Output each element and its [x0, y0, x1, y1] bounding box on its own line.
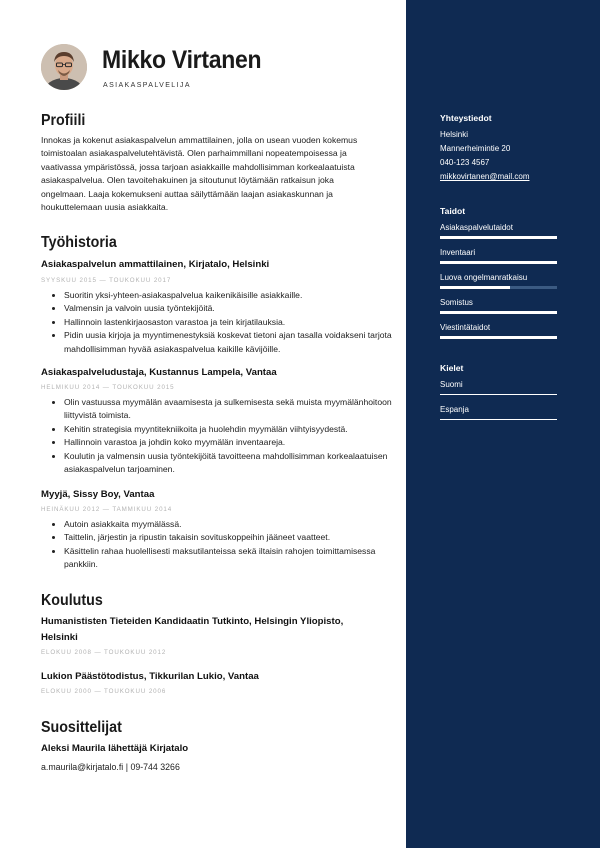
job-bullet: • Suoritin yksi-yhteen-asiakaspalvelua kaikenikäisille asiakkaille.	[64, 289, 394, 302]
job-role: ASIAKASPALVELIJA	[103, 82, 191, 89]
job-bullet: • Kehitin strategisia myyntitekniikoita ja huolehdin myymälän viihtyisyydestä.	[64, 423, 394, 436]
skill-level-fill	[440, 261, 557, 264]
language-divider	[440, 394, 557, 395]
profile-photo	[41, 44, 87, 90]
skill-level-fill	[440, 236, 557, 239]
job-title: Asiakaspalvelun ammattilainen, Kirjatalo, Helsinki	[41, 259, 270, 270]
job-title: Asiakaspalveludustaja, Kustannus Lampela, Vantaa	[41, 367, 277, 378]
skill-label: Asiakaspalvelutaidot	[440, 223, 513, 232]
skill-level-bar	[440, 286, 557, 289]
contact-heading: Yhteystiedot	[440, 113, 492, 123]
person-name: Mikko Virtanen	[102, 46, 262, 74]
skill-level-bar	[440, 311, 557, 314]
skill-level-bar	[440, 261, 557, 264]
skills-heading: Taidot	[440, 206, 466, 216]
language-label: Suomi	[440, 380, 463, 389]
job-bullet: • Koulutin ja valmensin uusia työntekijöitä tavoitteena mahdollisimman korkealaatuisen asiakaspalvelun tarjoaminen.	[64, 450, 394, 477]
job-title: Myyjä, Sissy Boy, Vantaa	[41, 489, 155, 500]
skill-label: Inventaari	[440, 248, 476, 257]
avatar	[41, 44, 87, 90]
job-dates: HELMIKUU 2014 — TOUKOKUU 2015	[41, 384, 175, 391]
job-bullet: • Autoin asiakkaita myymälässä.	[64, 518, 394, 531]
contact-email-link[interactable]: mikkovirtanen@mail.com	[440, 172, 530, 181]
profile-heading: Profiili	[41, 112, 86, 129]
job-bullets	[52, 396, 394, 476]
skill-level-fill	[440, 311, 557, 314]
education-title: Lukion Päästötodistus, Tikkurilan Lukio, Vantaa	[41, 671, 259, 682]
job-bullet: • Taittelin, järjestin ja ripustin takaisin sovituskoppeihin jääneet vaatteet.	[64, 531, 394, 544]
sidebar	[406, 0, 600, 848]
references-heading: Suosittelijat	[41, 719, 122, 736]
job-bullets	[52, 289, 394, 356]
reference-contact: a.maurila@kirjatalo.fi | 09-744 3266	[41, 762, 180, 772]
contact-city: Helsinki	[440, 130, 469, 139]
language-divider	[440, 419, 557, 420]
work-history-heading: Työhistoria	[41, 234, 117, 251]
job-bullet: • Käsittelin rahaa huolellisesti maksutilanteissa sekä iltaisin rahojen toimittamisessa pankkiin.	[64, 545, 394, 572]
skill-label: Somistus	[440, 298, 473, 307]
job-bullet: • Hallinnoin varastoa ja johdin koko myymälän inventaareja.	[64, 436, 394, 449]
skill-level-bar	[440, 336, 557, 339]
reference-name: Aleksi Maurila lähettäjä Kirjatalo	[41, 743, 189, 754]
contact-street: Mannerheimintie 20	[440, 144, 511, 153]
job-bullet: • Valmensin ja valvoin uusia työntekijöitä.	[64, 302, 394, 315]
job-bullet: • Hallinnoin lastenkirjaosaston varastoa ja tein kirjatilauksia.	[64, 316, 394, 329]
language-label: Espanja	[440, 405, 469, 414]
job-bullet: • Pidin uusia kirjoja ja myyntimenestyksiä koskevat tietoni ajan tasalla voidakseni tarjota mahdollisimman hyvää asiakaspalvelua kaikille kävijöille.	[64, 329, 394, 356]
skill-label: Viestintätaidot	[440, 323, 491, 332]
skill-level-fill	[440, 286, 510, 289]
languages-heading: Kielet	[440, 363, 464, 373]
job-dates: HEINÄKUU 2012 — TAMMIKUU 2014	[41, 506, 173, 513]
job-dates: SYYSKUU 2015 — TOUKOKUU 2017	[41, 277, 172, 284]
education-dates: ELOKUU 2008 — TOUKOKUU 2012	[41, 649, 167, 656]
education-heading: Koulutus	[41, 592, 103, 609]
education-title-cont: Helsinki	[41, 632, 78, 643]
contact-phone: 040-123 4567	[440, 158, 490, 167]
job-bullet: • Olin vastuussa myymälän avaamisesta ja sulkemisesta sekä muista myymälänhoitoon liittyvistä toimista.	[64, 396, 394, 423]
skill-level-fill	[440, 336, 557, 339]
skill-label: Luova ongelmanratkaisu	[440, 273, 528, 282]
skill-level-bar	[440, 236, 557, 239]
education-dates: ELOKUU 2000 — TOUKOKUU 2006	[41, 688, 167, 695]
job-bullets	[52, 518, 394, 572]
education-title: Humanististen Tieteiden Kandidaatin Tutkinto, Helsingin Yliopisto,	[41, 616, 344, 627]
profile-text: Innokas ja kokenut asiakaspalvelun ammattilainen, jolla on usean vuoden kokemus toimistoalan asiakaspalvelutehtävistä. Olen parhaimmillani nopeatempoisessa ja vaativassa ympäristössä, jossa tarjoan asiakkaille mahdollisimman korkealaatuista asiakaspalvelua. Olen tavoitehakuinen ja sitoutunut löytämään ratkaisun joka ongelmaan. Laaja kokemukseni auttaa säilyttämään laajan asiakaskunnan ja houkuttelemaan uusia asiakkaita.	[41, 135, 358, 213]
